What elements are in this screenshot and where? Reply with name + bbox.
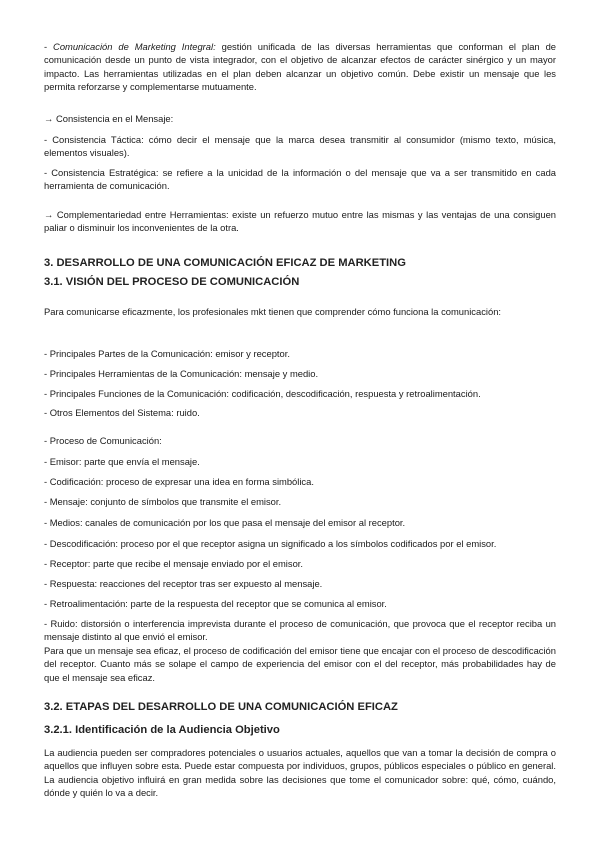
list-item: - Retroalimentación: parte de la respuesta del receptor que se comunica al emisor. xyxy=(44,598,387,609)
term-comunicacion-integral: Comunicación de Marketing Integral: xyxy=(53,41,216,52)
list-item: - Emisor: parte que envía el mensaje. xyxy=(44,456,200,467)
definition-text: gestión unificada de las diversas herramientas que conforman el plan de comunicación desde un punto de vista integrador, con el objetivo de alcanzar efectos de carácter sinérgico y un mayor impacto. Las herramientas utilizadas en el plan deben alcanzar un objetivo común. Debe existir un mensaje que les permita reforzarse y complementarse mutuamente. xyxy=(44,41,556,92)
bullet: - xyxy=(44,41,54,52)
heading-section-3-2-1: 3.2.1. Identificación de la Audiencia Objetivo xyxy=(44,724,280,736)
consistencia-title: → Consistencia en el Mensaje: xyxy=(44,113,174,124)
consistencia-estrategica: - Consistencia Estratégica: se refiere a la unicidad de la información o del mensaje que va a ser transmitido en cada herramienta de comunicación. xyxy=(44,167,556,192)
list-item: - Principales Partes de la Comunicación: emisor y receptor. xyxy=(44,348,290,359)
paragraph-mensaje-eficaz: Para que un mensaje sea eficaz, el proceso de codificación del emisor tiene que encajar con el proceso de descodificación del receptor. Cuanto más se solape el campo de experiencia del emisor con el del receptor, más probabilidades hay de que el mensaje sea eficaz. xyxy=(44,645,556,683)
intro-paragraph: Para comunicarse eficazmente, los profesionales mkt tienen que comprender cómo funciona la comunicación: xyxy=(44,306,502,317)
heading-section-3-1: 3.1. VISIÓN DEL PROCESO DE COMUNICACIÓN xyxy=(44,276,300,288)
paragraph-comunicacion-integral xyxy=(44,40,556,93)
complementariedad: → Complementariedad entre Herramientas: existe un refuerzo mutuo entre las mismas y las ventajas de una consiguen paliar o disminuir los inconvenientes de la otra. xyxy=(44,209,556,234)
list-item: - Descodificación: proceso por el que receptor asigna un significado a los símbolos codificados por el emisor. xyxy=(44,538,497,549)
heading-section-3-2: 3.2. ETAPAS DEL DESARROLLO DE UNA COMUNICACIÓN EFICAZ xyxy=(44,701,398,713)
heading-section-3: 3. DESARROLLO DE UNA COMUNICACIÓN EFICAZ DE MARKETING xyxy=(44,257,406,269)
list-item: - Principales Funciones de la Comunicación: codificación, descodificación, respuesta y retroalimentación. xyxy=(44,388,481,399)
list-item: - Mensaje: conjunto de símbolos que transmite el emisor. xyxy=(44,496,282,507)
list-item: - Medios: canales de comunicación por los que pasa el mensaje del emisor al receptor. xyxy=(44,517,406,528)
proceso-title: - Proceso de Comunicación: xyxy=(44,435,162,446)
list-item: - Principales Herramientas de la Comunicación: mensaje y medio. xyxy=(44,368,319,379)
paragraph-audiencia: La audiencia pueden ser compradores potenciales o usuarios actuales, aquellos que van a tomar la decisión de compra o aquellos que influyen sobre esta. Puede estar compuesta por individuos, grupos, públicos especiales o público en general. La audiencia objetivo influirá en gran medida sobre las decisiones que tome el comunicador sobre: qué, cómo, cuándo, dónde y quién lo va a decir. xyxy=(44,747,556,798)
list-item: - Respuesta: reacciones del receptor tras ser expuesto al mensaje. xyxy=(44,578,323,589)
consistencia-tactica: - Consistencia Táctica: cómo decir el mensaje que la marca desea transmitir al consumidor (mismo texto, música, elementos visuales). xyxy=(44,134,556,159)
list-item: - Otros Elementos del Sistema: ruido. xyxy=(44,407,200,418)
list-item: - Receptor: parte que recibe el mensaje enviado por el emisor. xyxy=(44,558,303,569)
list-item-ruido: - Ruido: distorsión o interferencia imprevista durante el proceso de comunicación, que provoca que el receptor reciba un mensaje distinto al que envió el emisor. xyxy=(44,618,556,643)
list-item: - Codificación: proceso de expresar una idea en forma simbólica. xyxy=(44,476,314,487)
